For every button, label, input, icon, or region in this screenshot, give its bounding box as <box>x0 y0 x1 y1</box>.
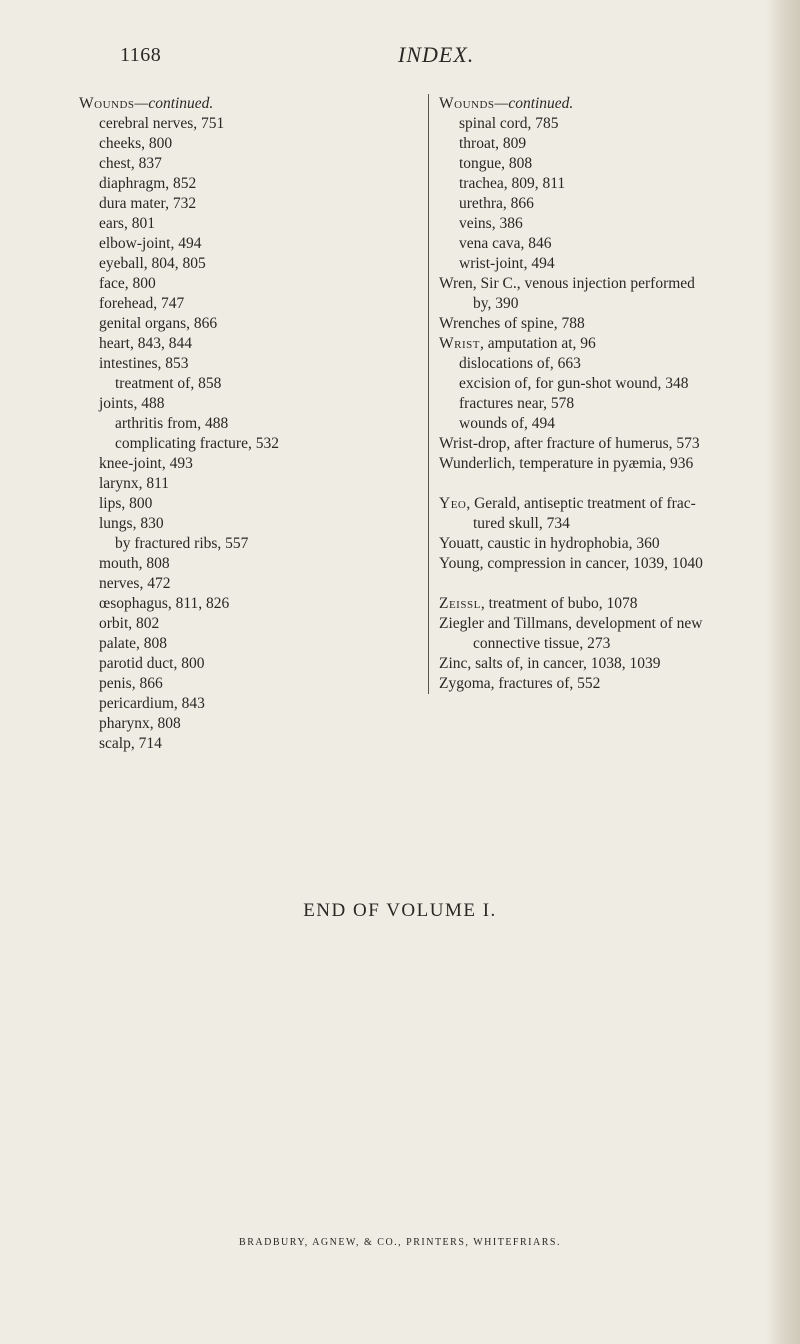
entry-heading-wounds <box>79 94 409 114</box>
index-entry-youatt: Youatt, caustic in hydrophobia, 360 <box>439 535 660 552</box>
index-subentry: cerebral nerves, 751 <box>99 115 225 132</box>
index-subentry: knee-joint, 493 <box>99 455 193 472</box>
index-subentry: heart, 843, 844 <box>99 335 192 352</box>
heading-continued: —continued. <box>134 95 214 112</box>
entry-text: , amputation at, 96 <box>479 335 596 352</box>
end-of-volume: END OF VOLUME I. <box>303 900 497 921</box>
entry-heading-wounds-right <box>439 94 779 114</box>
index-subentry: tongue, 808 <box>459 155 533 172</box>
page-number: 1168 <box>120 44 162 66</box>
index-subentry: intestines, 853 <box>99 355 189 372</box>
index-subentry: lips, 800 <box>99 495 153 512</box>
index-column-left <box>79 94 409 754</box>
index-subentry: treatment of, 858 <box>115 375 222 392</box>
entry-keyword: Wrist <box>439 335 480 352</box>
index-entry-wrist-drop: Wrist-drop, after fracture of humerus, 573 <box>439 435 700 452</box>
index-subentry: excision of, for gun-shot wound, 348 <box>459 375 689 392</box>
right-wrist-list <box>439 354 779 434</box>
heading-word: Wounds <box>439 95 495 112</box>
index-subentry: spinal cord, 785 <box>459 115 559 132</box>
index-subentry: pharynx, 808 <box>99 715 181 732</box>
index-subentry: fractures near, 578 <box>459 395 575 412</box>
index-subentry: penis, 866 <box>99 675 163 692</box>
entry-keyword: Yeo <box>439 495 467 512</box>
index-subentry: lungs, 830 <box>99 515 164 532</box>
index-subentry: dislocations of, 663 <box>459 355 581 372</box>
index-subentry: parotid duct, 800 <box>99 655 205 672</box>
index-subentry: orbit, 802 <box>99 615 160 632</box>
index-entry-zinc: Zinc, salts of, in cancer, 1038, 1039 <box>439 655 661 672</box>
entry-line: Ziegler and Tillmans, development of new <box>439 615 703 632</box>
index-subentry: complicating fracture, 532 <box>115 435 279 452</box>
index-subentry: cheeks, 800 <box>99 135 173 152</box>
index-entry-yeo <box>439 494 779 534</box>
printer-imprint: BRADBURY, AGNEW, & CO., PRINTERS, WHITEFRIARS. <box>239 1237 561 1248</box>
index-subentry: elbow-joint, 494 <box>99 235 202 252</box>
index-subentry: wrist-joint, 494 <box>459 255 555 272</box>
entry-line: connective tissue, 273 <box>473 635 611 652</box>
index-entry-wunderlich: Wunderlich, temperature in pyæmia, 936 <box>439 455 694 472</box>
index-subentry: ears, 801 <box>99 215 155 232</box>
entry-line <box>439 495 696 512</box>
entry-line: by, 390 <box>473 295 519 312</box>
entry-text: , Gerald, antiseptic treatment of frac- <box>466 495 696 512</box>
index-subentry: veins, 386 <box>459 215 523 232</box>
index-subentry: face, 800 <box>99 275 156 292</box>
index-subentry: dura mater, 732 <box>99 195 197 212</box>
index-subentry: urethra, 866 <box>459 195 534 212</box>
index-entry-zeissl <box>439 594 779 614</box>
entry-line: Wren, Sir C., venous injection performed <box>439 275 695 292</box>
index-subentry: mouth, 808 <box>99 555 170 572</box>
left-entries-list <box>79 114 409 754</box>
index-subentry: œsophagus, 811, 826 <box>99 595 230 612</box>
index-subentry: forehead, 747 <box>99 295 185 312</box>
index-subentry: by fractured ribs, 557 <box>115 535 249 552</box>
index-entry-zygoma: Zygoma, fractures of, 552 <box>439 675 601 692</box>
index-entry-wrenches: Wrenches of spine, 788 <box>439 315 585 332</box>
index-subentry: wounds of, 494 <box>459 415 556 432</box>
index-entry-wren <box>439 274 779 314</box>
index-subentry: palate, 808 <box>99 635 168 652</box>
right-wounds-list <box>439 114 779 274</box>
index-column-right <box>428 94 779 694</box>
index-subentry: genital organs, 866 <box>99 315 218 332</box>
section-gap <box>439 574 779 594</box>
index-subentry: scalp, 714 <box>99 735 162 752</box>
heading-continued: —continued. <box>494 95 574 112</box>
index-subentry: joints, 488 <box>99 395 165 412</box>
index-subentry: chest, 837 <box>99 155 162 172</box>
index-entry-wrist <box>439 334 779 354</box>
index-subentry: diaphragm, 852 <box>99 175 197 192</box>
index-subentry: vena cava, 846 <box>459 235 552 252</box>
running-head: INDEX. <box>398 42 475 67</box>
index-subentry: throat, 809 <box>459 135 527 152</box>
index-subentry: trachea, 809, 811 <box>459 175 566 192</box>
entry-text: , treatment of bubo, 1078 <box>480 595 638 612</box>
index-entry-young: Young, compression in cancer, 1039, 1040 <box>439 555 703 572</box>
section-gap <box>439 474 779 494</box>
index-subentry: arthritis from, 488 <box>115 415 229 432</box>
index-subentry: nerves, 472 <box>99 575 171 592</box>
index-subentry: eyeball, 804, 805 <box>99 255 206 272</box>
heading-word: Wounds <box>79 95 135 112</box>
index-subentry: larynx, 811 <box>99 475 170 492</box>
index-subentry: pericardium, 843 <box>99 695 205 712</box>
index-entry-ziegler <box>439 614 779 654</box>
entry-keyword: Zeissl <box>439 595 481 612</box>
entry-line: tured skull, 734 <box>473 515 570 532</box>
